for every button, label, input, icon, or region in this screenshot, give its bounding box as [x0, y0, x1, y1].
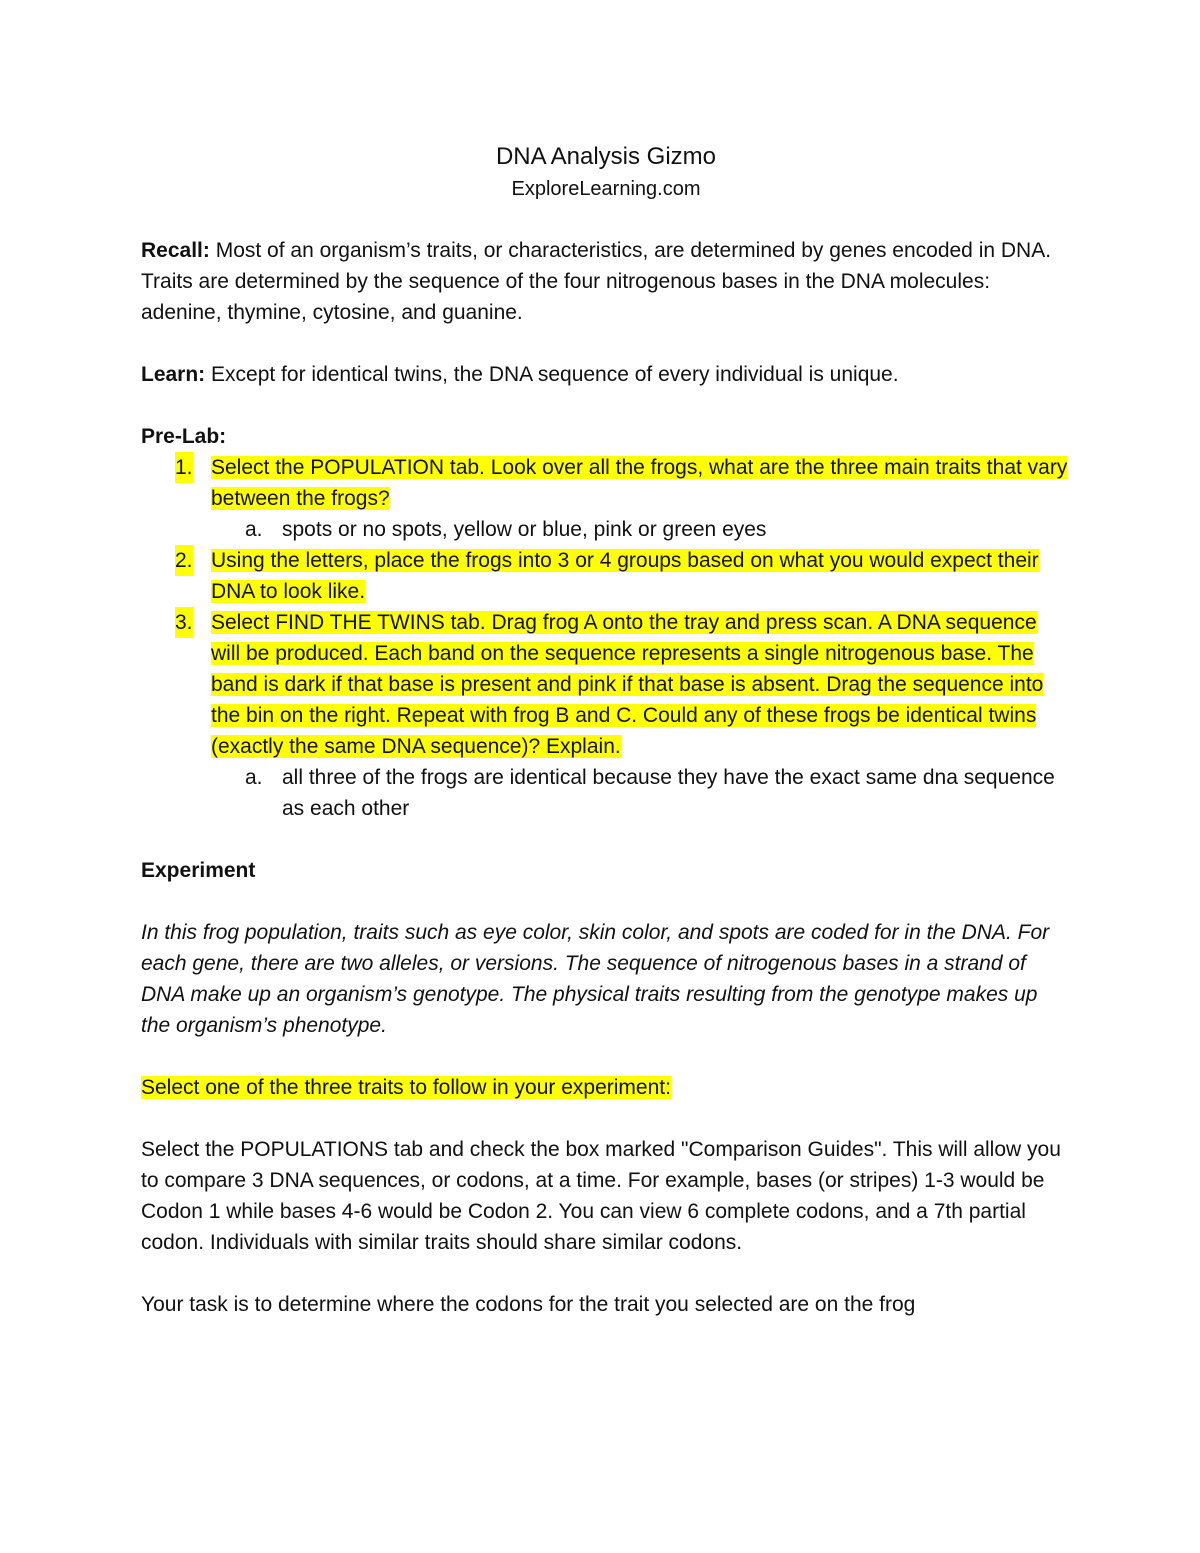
- prelab-list: [141, 452, 1071, 824]
- list-marker: 3.: [175, 607, 193, 638]
- list-marker: 1.: [175, 452, 193, 483]
- task-paragraph: Your task is to determine where the codons for the trait you selected are on the frog: [141, 1293, 916, 1316]
- prelab-answer-1: [141, 514, 1071, 545]
- select-trait-paragraph: [141, 1072, 1071, 1103]
- learn-text: Except for identical twins, the DNA sequence of every individual is unique.: [205, 363, 899, 386]
- prelab-heading: Pre-Lab:: [141, 425, 227, 448]
- document-page: [141, 140, 1071, 1320]
- learn-label: Learn:: [141, 363, 206, 386]
- prelab-item-2: [141, 545, 1071, 607]
- recall-text: Most of an organism’s traits, or characteristics, are determined by genes encoded in DNA. Traits are determined by the sequence of the four nitrogenous bases in the DNA molecules: adenine, thymine, cytosine, and guanine.: [141, 239, 1052, 324]
- answer-text: spots or no spots, yellow or blue, pink or green eyes: [282, 518, 767, 541]
- prelab-item-1: [141, 452, 1071, 514]
- prelab-question-3: Select FIND THE TWINS tab. Drag frog A onto the tray and press scan. A DNA sequence will be produced. Each band on the sequence represents a single nitrogenous base. The band is dark if that base is present and pink if that base is absent. Drag the sequence into the bin on the right. Repeat with frog B and C. Could any of these frogs be identical twins (exactly the same DNA sequence)? Explain.: [211, 611, 1044, 758]
- select-trait-text: Select one of the three traits to follow in your experiment:: [141, 1076, 671, 1099]
- list-marker: a.: [245, 766, 263, 789]
- experiment-heading: Experiment: [141, 859, 256, 882]
- prelab-answer-3: [141, 762, 1071, 824]
- recall-paragraph: [141, 235, 1071, 328]
- prelab-question-2: Using the letters, place the frogs into 3 or 4 groups based on what you would expect their DNA to look like.: [211, 549, 1039, 603]
- list-marker: 2.: [175, 545, 193, 576]
- answer-text: all three of the frogs are identical because they have the exact same dna sequence as each other: [282, 766, 1055, 820]
- learn-paragraph: [141, 359, 1071, 390]
- recall-label: Recall:: [141, 239, 210, 262]
- prelab-item-3: [141, 607, 1071, 762]
- prelab-question-1: Select the POPULATION tab. Look over all the frogs, what are the three main traits that vary between the frogs?: [211, 456, 1068, 510]
- list-marker: a.: [245, 518, 263, 541]
- document-subtitle: ExploreLearning.com: [511, 178, 701, 200]
- populations-paragraph: Select the POPULATIONS tab and check the box marked "Comparison Guides". This will allow you to compare 3 DNA sequences, or codons, at a time. For example, bases (or stripes) 1-3 would be Codon 1 while bases 4-6 would be Codon 2. You can view 6 complete codons, and a 7th partial codon. Individuals with similar traits should share similar codons.: [141, 1138, 1061, 1254]
- document-title: DNA Analysis Gizmo: [495, 143, 717, 170]
- experiment-intro: In this frog population, traits such as eye color, skin color, and spots are coded for in the DNA. For each gene, there are two alleles, or versions. The sequence of nitrogenous bases in a strand of DNA make up an organism’s genotype. The physical traits resulting from the genotype makes up the organism’s phenotype.: [141, 921, 1050, 1037]
